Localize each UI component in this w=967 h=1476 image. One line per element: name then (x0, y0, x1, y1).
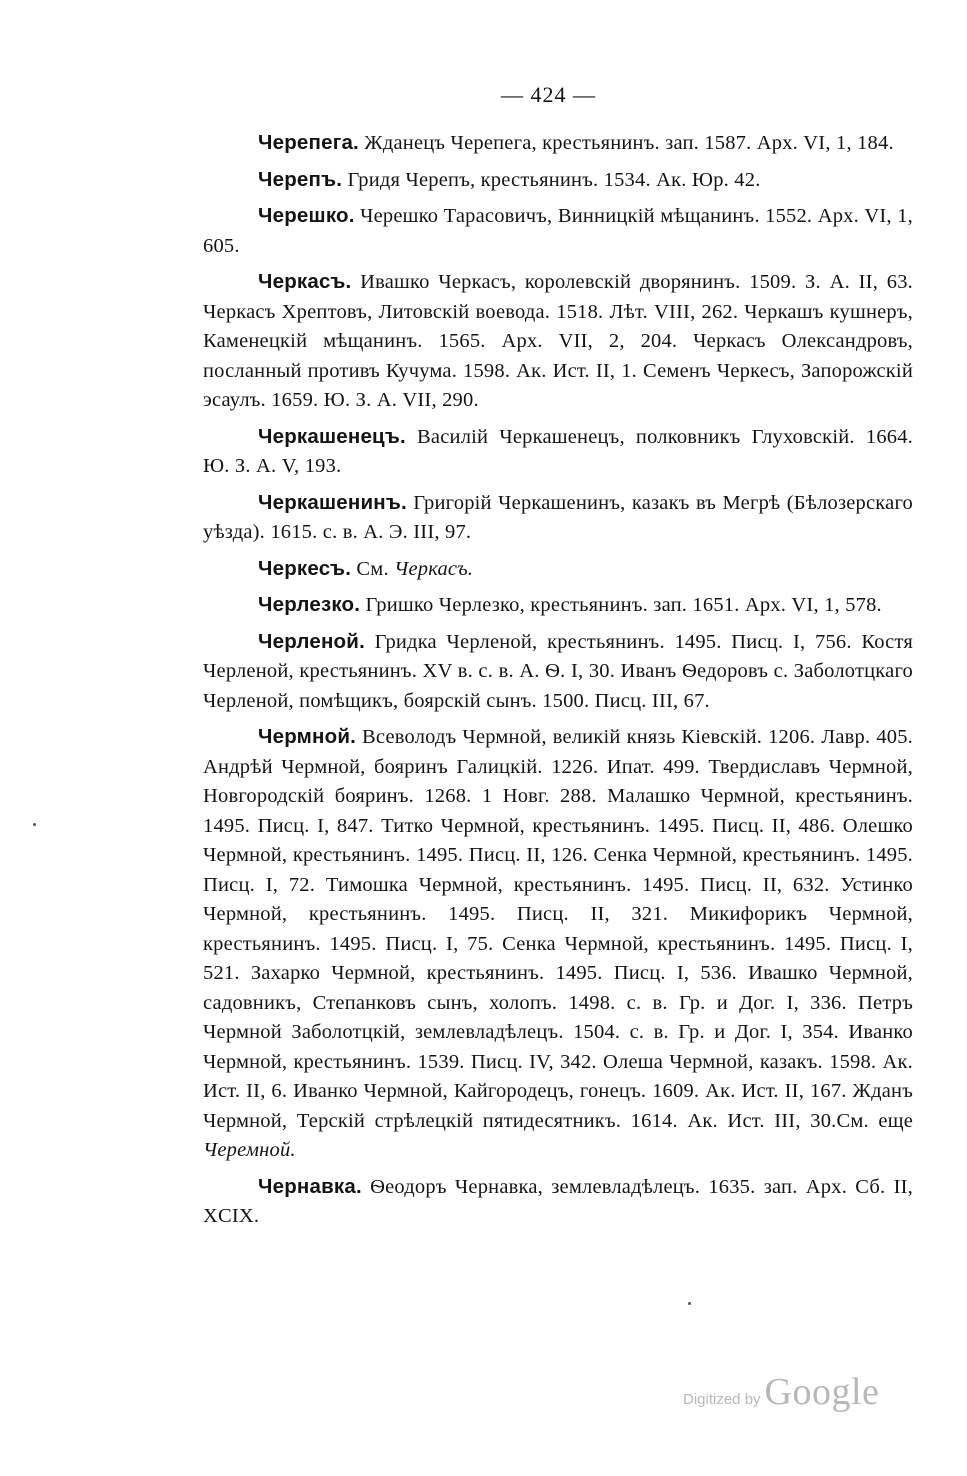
dictionary-entries (203, 128, 913, 1238)
cross-reference: Черемной. (203, 1139, 296, 1161)
entry-headword: Черепега. (258, 131, 359, 154)
entry-text: Василій Черкашенецъ, полковникъ Глуховскій. 1664. Ю. З. А. V, 193. (203, 425, 913, 477)
entry-text: Жданецъ Черепега, крестьянинъ. зап. 1587. Арх. VI, 1, 184. (358, 132, 894, 154)
page-number: — 424 — (501, 82, 596, 107)
dictionary-entry (203, 422, 913, 482)
dictionary-entry (203, 267, 913, 416)
dictionary-entry (203, 201, 913, 261)
digitized-watermark (683, 1370, 933, 1420)
dictionary-entry (203, 488, 913, 548)
dictionary-entry (203, 590, 913, 621)
entry-text: Всеволодъ Чермной, великій князь Кіевскій. 1206. Лавр. 405. Андрѣй Чермной, бояринъ Галицкій. 1226. Ипат. 499. Твердиславъ Чермной, Новгородскій бояринъ. 1268. 1 Новг. 288. Малашко Чермной, крестьянинъ. 1495. Писц. I, 847. Титко Чермной, крестьянинъ. 1495. Писц. II, 486. Олешко Чермной, крестьянинъ. 1495. Писц. II, 126. Сенка Чермной, крестьянинъ. 1495. Писц. I, 72. Тимошка Чермной, крестьянинъ. 1495. Писц. II, 632. Устинко Чермной, крестьянинъ. 1495. Писц. II, 321. Микифорикъ Чермной, крестьянинъ. 1495. Писц. I, 75. Сенка Чермной, крестьянинъ. 1495. Писц. I, 521. Захарко Чермной, крестьянинъ. 1495. Писц. I, 536. Ивашко Чермной, садовникъ, Степанковъ сынъ, холопъ. 1498. с. в. Гр. и Дог. I, 336. Петръ Чермной Заболотцкій, землевладѣлецъ. 1504. с. в. Гр. и Дог. I, 354. Иванко Чермной, крестьянинъ. 1539. Писц. IV, 342. Олеша Чермной, казакъ. 1598. Ак. Ист. II, 6. Иванко Чермной, Кайгородецъ, гонецъ. 1609. Ак. Ист. II, 167. Жданъ Чермной, Терскій стрѣлецкій пятидесятникъ. 1614. Ак. Ист. III, 30.См. еще (203, 726, 913, 1132)
entry-headword: Черкашенинъ. (258, 490, 407, 514)
entry-headword: Черкесъ. (258, 556, 352, 580)
scan-speck (33, 823, 36, 826)
dictionary-entry (203, 1172, 913, 1232)
watermark-prefix: Digitized by (683, 1391, 761, 1408)
dictionary-entry (203, 722, 913, 1166)
scan-speck (688, 1302, 691, 1305)
entry-text: Гридка Черленой, крестьянинъ. 1495. Писц. I, 756. Костя Черленой, крестьянинъ. XV в. с. в. А. Ѳ. I, 30. Иванъ Ѳедоровъ с. Заболотцкаго Черленой, помѣщикъ, боярскій сынъ. 1500. Писц. III, 67. (203, 630, 913, 712)
entry-text: Черешко Тарасовичъ, Винницкій мѣщанинъ. 1552. Арх. VI, 1, 605. (203, 205, 913, 257)
entry-headword: Черлезко. (258, 593, 361, 616)
entry-headword: Чернавка. (258, 1174, 362, 1198)
entry-headword: Черкашенецъ. (258, 424, 406, 448)
entry-text: Гридя Черепъ, крестьянинъ. 1534. Ак. Юр. 42. (342, 168, 761, 191)
dictionary-entry (203, 554, 913, 585)
entry-headword: Чермной. (258, 725, 357, 748)
entry-headword: Черешко. (258, 204, 355, 227)
cross-reference: Черкасъ. (394, 557, 474, 580)
entry-headword: Черленой. (258, 629, 365, 653)
entry-text: Ивашко Черкасъ, королевскій дворянинъ. 1509. З. А. II, 63. Черкасъ Хрептовъ, Литовскій воевода. 1518. Лѣт. VIII, 262. Черкашъ кушнеръ, Каменецкій мѣщанинъ. 1565. Арх. VII, 2, 204. Черкасъ Олександровъ, посланный противъ Кучума. 1598. Ак. Ист. II, 1. Семенъ Черкесъ, Запорожскій эсаулъ. 1659. Ю. З. А. VII, 290. (203, 271, 913, 411)
dictionary-entry (203, 128, 913, 159)
entry-text: Григорій Черкашенинъ, казакъ въ Мегрѣ (Бѣлозерскаго уѣзда). 1615. с. в. А. Э. III, 97. (203, 491, 913, 543)
entry-headword: Черепъ. (258, 167, 343, 191)
entry-text: Гришко Черлезко, крестьянинъ. зап. 1651. Арх. VI, 1, 578. (360, 594, 882, 616)
dictionary-entry (203, 165, 913, 196)
entry-text: См. (351, 557, 395, 580)
watermark-logo: Google (764, 1371, 880, 1413)
entry-text: Ѳеодоръ Чернавка, землевладѣлецъ. 1635. зап. Арх. Сб. II, XCIX. (203, 1175, 913, 1227)
entry-headword: Черкасъ. (258, 270, 352, 293)
dictionary-entry (203, 627, 913, 717)
